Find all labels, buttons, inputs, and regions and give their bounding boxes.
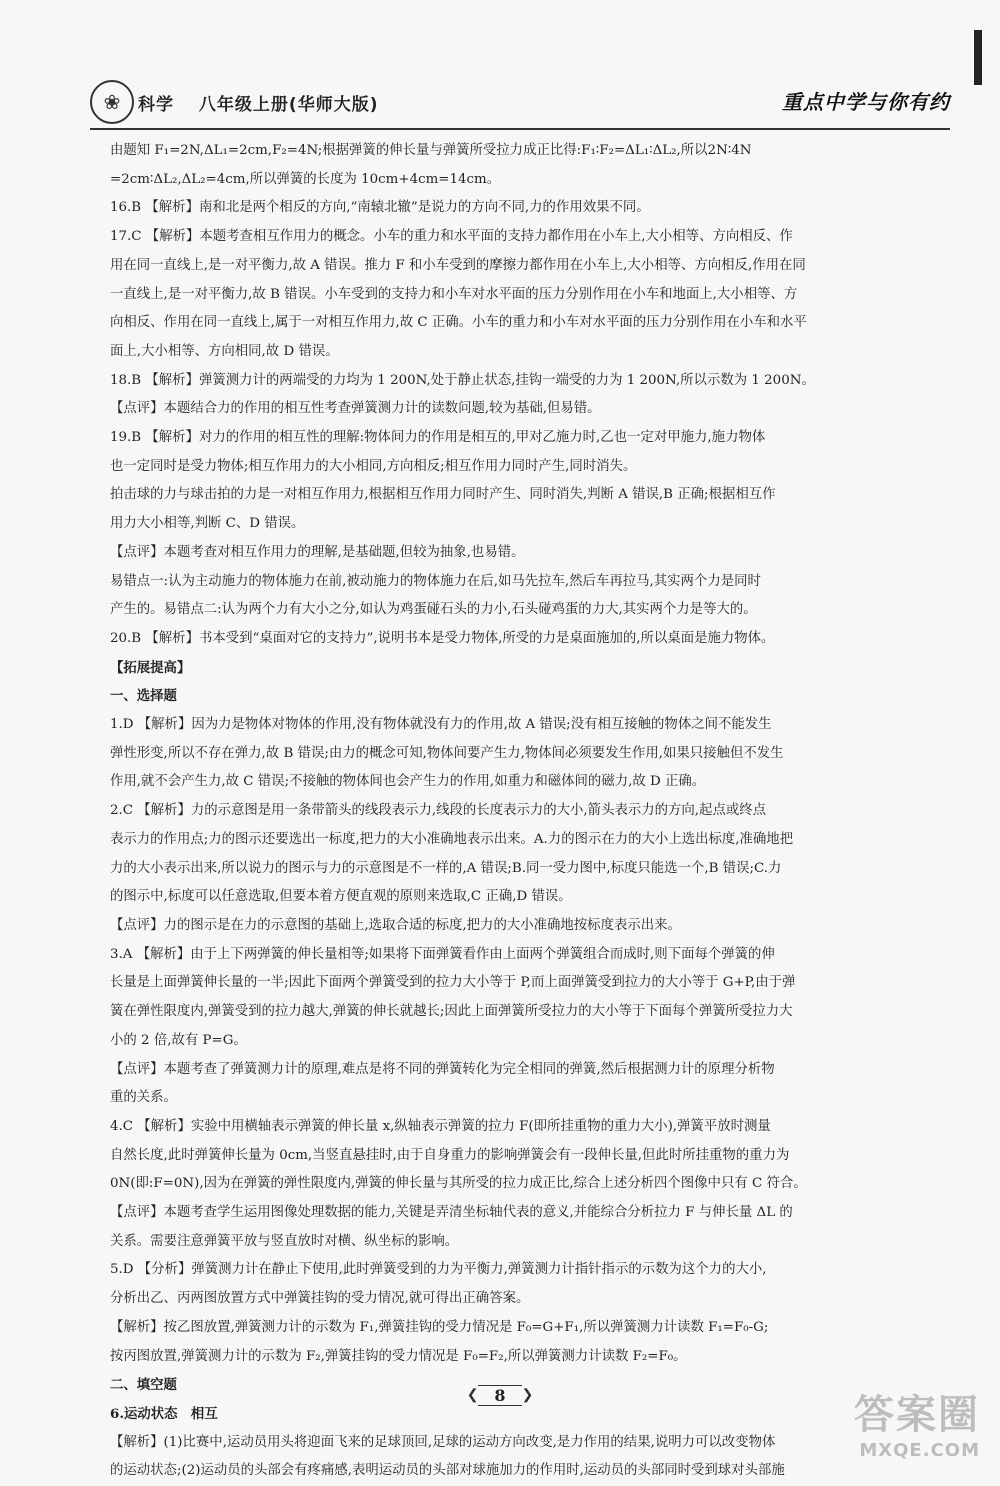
text-line: 0N(即:F=0N),因为在弹簧的弹性限度内,弹簧的伸长量与其所受的拉力成正比,综合上述分析四个图像中只有 C 符合。 [110,1176,807,1192]
text-line: 用力大小相等,判断 C、D 错误。 [110,516,305,532]
text-line: 【点评】本题考查了弹簧测力计的原理,难点是将不同的弹簧转化为完全相同的弹簧,然后根据测力计的原理分析物 [110,1061,775,1077]
text-line: 关系。需要注意弹簧平放与竖直放时对横、纵坐标的影响。 [110,1233,459,1249]
page-edge-mark [974,30,982,85]
text-line: 4.C 【解析】实验中用横轴表示弹簧的伸长量 x,纵轴表示弹簧的拉力 F(即所挂重物的重力大小),弹簧平放时测量 [110,1118,771,1134]
text-line: 【点评】力的图示是在力的示意图的基础上,选取合适的标度,把力的大小准确地按标度表示出来。 [110,917,681,933]
text-line: 长量是上面弹簧伸长量的一半;因此下面两个弹簧受到的拉力大小等于 P,而上面弹簧受到拉力的大小等于 G+P,由于弹 [110,975,796,991]
text-line: 向相反、作用在同一直线上,属于一对相互作用力,故 C 正确。小车的重力和小车对水平面的压力分别作用在小车和水平 [110,315,807,331]
page-header [90,78,950,130]
text-line: 【点评】本题结合力的作用的相互性考查弹簧测力计的读数问题,较为基础,但易错。 [110,401,601,417]
text-line: 5.D 【分析】弹簧测力计在静止下使用,此时弹簧受到的力为平衡力,弹簧测力计指针指示的示数为这个力的大小, [110,1262,767,1278]
section-heading: 二、填空题 [110,1377,177,1394]
school-emblem-icon: ❀ [90,80,134,124]
text-line: 【解析】(1)比赛中,运动员用头将迎面飞来的足球顶回,足球的运动方向改变,是力作用的结果,说明力可以改变物体 [110,1434,776,1450]
text-line: 1.D 【解析】因为力是物体对物体的作用,没有物体就没有力的作用,故 A 错误;没有相互接触的物体之间不能发生 [110,717,772,733]
text-line: 一直线上,是一对平衡力,故 B 错误。小车受到的支持力和小车对水平面的压力分别作用在小车和地面上,大小相等、方 [110,286,798,302]
page-number: 8 [478,1385,521,1406]
text-line: 作用,就不会产生力,故 C 错误;不接触的物体间也会产生力的作用,如重力和磁体间的磁力,故 D 正确。 [110,774,706,790]
text-line: 易错点一:认为主动施力的物体施力在前,被动施力的物体施力在后,如马先拉车,然后车再拉马,其实两个力是同时 [110,573,761,589]
text-line: 17.C 【解析】本题考查相互作用力的概念。小车的重力和水平面的支持力都作用在小车上,大小相等、方向相反、作 [110,229,793,245]
text-line: 16.B 【解析】南和北是两个相反的方向,“南辕北辙”是说力的方向不同,力的作用效果不同。 [110,200,650,216]
text-line: 分析出乙、丙两图放置方式中弹簧挂钩的受力情况,就可得出正确答案。 [110,1291,530,1307]
text-line: =2cm∶ΔL₂,ΔL₂=4cm,所以弹簧的长度为 10cm+4cm=14cm。 [110,171,501,187]
right-ornament-icon: ❯ [521,1387,534,1403]
text-line: 小的 2 倍,故有 P=G。 [110,1032,247,1048]
text-line: 【点评】本题考查对相互作用力的理解,是基础题,但较为抽象,也易错。 [110,544,525,560]
answer-text [110,137,940,1486]
text-line: 【点评】本题考查学生运用图像处理数据的能力,关键是弄清坐标轴代表的意义,并能综合分析拉力 F 与伸长量 ΔL 的 [110,1205,793,1221]
text-line: 产生的。易错点二:认为两个力有大小之分,如认为鸡蛋碰石头的力小,石头碰鸡蛋的力大,其实两个力是等大的。 [110,602,757,618]
text-line: 表示力的作用点;力的图示还要选出一标度,把力的大小准确地表示出来。A.力的图示在力的大小上选出标度,准确地把 [110,831,794,847]
text-line: 18.B 【解析】弹簧测力计的两端受的力均为 1 200N,处于静止状态,挂钩一端受的力为 1 200N,所以示数为 1 200N。 [110,372,815,388]
text-line: 面上,大小相等、方向相同,故 D 错误。 [110,343,339,359]
text-line: 由题知 F₁=2N,ΔL₁=2cm,F₂=4N;根据弹簧的伸长量与弹簧所受拉力成正比得:F₁∶F₂=ΔL₁∶ΔL₂,所以2N∶4N [110,143,752,158]
page-footer [450,1380,550,1410]
text-line: 弹性形变,所以不存在弹力,故 B 错误;由力的概念可知,物体间要产生力,物体间必须要发生作用,如果只接触但不发生 [110,745,784,761]
grade-label: 八年级上册(华师大版) [198,95,379,115]
text-line: 重的关系。 [110,1090,177,1106]
text-line: 20.B 【解析】书本受到“桌面对它的支持力”,说明书本是受力物体,所受的力是桌面施加的,所以桌面是施力物体。 [110,630,775,646]
text-line: 的图示中,标度可以任意选取,但要本着方便直观的原则来选取,C 正确,D 错误。 [110,889,572,905]
text-line: 自然长度,此时弹簧伸长量为 0cm,当竖直悬挂时,由于自身重力的影响弹簧会有一段伸长量,但此时所挂重物的重力为 [110,1147,790,1163]
text-line: 2.C 【解析】力的示意图是用一条带箭头的线段表示力,线段的长度表示力的大小,箭头表示力的方向,起点或终点 [110,803,767,819]
text-line: 力的大小表示出来,所以说力的图示与力的示意图是不一样的,A 错误;B.同一受力图中,标度只能选一个,B 错误;C.力 [110,860,782,876]
series-brand: 重点中学与你有约 [782,90,950,114]
text-line: 的运动状态;(2)运动员的头部会有疼痛感,表明运动员的头部对球施加力的作用时,运动员的头部同时受到球对头部施 [110,1463,785,1479]
text-line: 【解析】按乙图放置,弹簧测力计的示数为 F₁,弹簧挂钩的受力情况是 F₀=G+F₁,所以弹簧测力计读数 F₁=F₀-G; [110,1319,769,1335]
watermark-text: 答案圈 [854,1392,980,1438]
text-line: 用在同一直线上,是一对平衡力,故 A 错误。推力 F 和小车受到的摩擦力都作用在小车上,大小相等、方向相反,作用在同 [110,257,806,273]
section-heading: 【拓展提高】 [110,659,191,676]
header-title [138,90,396,115]
answer-line: 6.运动状态 相互 [110,1405,218,1422]
left-ornament-icon: ❮ [466,1387,479,1403]
watermark [854,1383,980,1461]
text-line: 簧在弹性限度内,弹簧受到的拉力越大,弹簧的伸长就越长;因此上面弹簧所受拉力的大小等于下面每个弹簧所受拉力大 [110,1004,793,1020]
text-line: 19.B 【解析】对力的作用的相互性的理解:物体间力的作用是相互的,甲对乙施力时,乙也一定对甲施力,施力物体 [110,430,766,446]
text-line: 拍击球的力与球击拍的力是一对相互作用力,根据相互作用力同时产生、同时消失,判断 A 错误,B 正确;根据相互作 [110,487,776,503]
text-line: 3.A 【解析】由于上下两弹簧的伸长量相等;如果将下面弹簧看作由上面两个弹簧组合而成时,则下面每个弹簧的伸 [110,946,775,962]
text-line: 也一定同时是受力物体;相互作用力的大小相同,方向相反;相互作用力同时产生,同时消失。 [110,458,637,474]
watermark-url: MXQE.COM [859,1440,980,1461]
subject-label: 科学 [138,95,174,115]
section-heading: 一、选择题 [110,688,177,705]
text-line: 按丙图放置,弹簧测力计的示数为 F₂,弹簧挂钩的受力情况是 F₀=F₂,所以弹簧测力计读数 F₂=F₀。 [110,1348,687,1364]
